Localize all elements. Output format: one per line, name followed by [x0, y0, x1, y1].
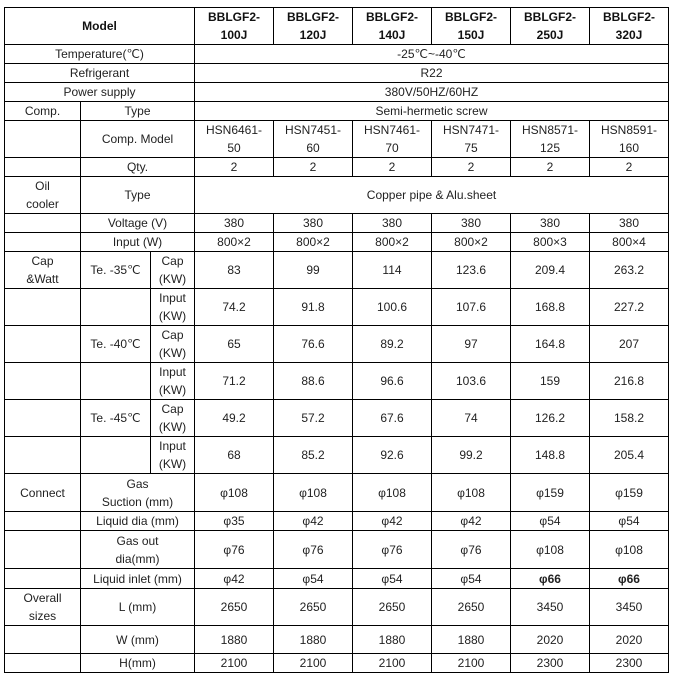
gas-out-3: φ76: [353, 531, 432, 569]
empty-cell: [5, 569, 81, 589]
model-col-1: BBLGF2- 100J: [195, 8, 274, 45]
gas-out-row: [5, 531, 669, 569]
model-header: Model: [5, 8, 195, 45]
voltage-5: 380: [511, 214, 590, 233]
cap-40-2: 76.6: [274, 326, 353, 363]
gas-suction-6: φ159: [590, 474, 669, 512]
cap-40-3: 89.2: [353, 326, 432, 363]
oil-cooler-type-row: [5, 177, 669, 214]
cap-40-6: 207: [590, 326, 669, 363]
liquid-dia-5: φ54: [511, 512, 590, 531]
input-35-1: 74.2: [195, 289, 274, 326]
empty-cell: [5, 654, 81, 673]
oil-cooler-voltage-label: Voltage (V): [81, 214, 195, 233]
liquid-inlet-1: φ42: [195, 569, 274, 589]
cap-45-row: [5, 400, 669, 437]
voltage-1: 380: [195, 214, 274, 233]
gas-suction-5: φ159: [511, 474, 590, 512]
comp-qty-1: 2: [195, 158, 274, 177]
oil-input-4: 800×2: [432, 233, 511, 252]
empty-cell: [5, 626, 81, 654]
temperature-value: -25℃~-40℃: [195, 45, 669, 64]
length-label: L (mm): [81, 589, 195, 626]
comp-model-2: HSN7451- 60: [274, 121, 353, 158]
gas-suction-4: φ108: [432, 474, 511, 512]
model-col-4: BBLGF2- 150J: [432, 8, 511, 45]
empty-cell: [5, 121, 81, 158]
width-2: 1880: [274, 626, 353, 654]
comp-type-value: Semi-hermetic screw: [195, 102, 669, 121]
length-2: 2650: [274, 589, 353, 626]
height-2: 2100: [274, 654, 353, 673]
comp-model-3: HSN7461- 70: [353, 121, 432, 158]
oil-input-5: 800×3: [511, 233, 590, 252]
input-40-3: 96.6: [353, 363, 432, 400]
gas-out-label: Gas out dia(mm): [81, 531, 195, 569]
oil-input-3: 800×2: [353, 233, 432, 252]
height-6: 2300: [590, 654, 669, 673]
comp-model-6: HSN8591- 160: [590, 121, 669, 158]
liquid-dia-label: Liquid dia (mm): [81, 512, 195, 531]
cap-40-row: [5, 326, 669, 363]
cap-label: Cap (KW): [151, 252, 195, 289]
empty-cell: [5, 289, 81, 326]
height-1: 2100: [195, 654, 274, 673]
cap-45-1: 49.2: [195, 400, 274, 437]
cap-35-1: 83: [195, 252, 274, 289]
input-45-1: 68: [195, 437, 274, 474]
model-col-2: BBLGF2- 120J: [274, 8, 353, 45]
comp-type-label: Type: [81, 102, 195, 121]
oil-input-6: 800×4: [590, 233, 669, 252]
comp-model-4: HSN7471- 75: [432, 121, 511, 158]
input-45-5: 148.8: [511, 437, 590, 474]
input-label: Input (KW): [151, 437, 195, 474]
liquid-dia-row: [5, 512, 669, 531]
model-col-6: BBLGF2- 320J: [590, 8, 669, 45]
oil-input-1: 800×2: [195, 233, 274, 252]
oil-cooler-type-value: Copper pipe & Alu.sheet: [195, 177, 669, 214]
input-45-row: [5, 437, 669, 474]
comp-model-5: HSN8571- 125: [511, 121, 590, 158]
voltage-3: 380: [353, 214, 432, 233]
liquid-dia-4: φ42: [432, 512, 511, 531]
width-6: 2020: [590, 626, 669, 654]
model-col-3: BBLGF2- 140J: [353, 8, 432, 45]
comp-qty-4: 2: [432, 158, 511, 177]
spec-table: [4, 7, 669, 673]
comp-type-row: [5, 102, 669, 121]
height-3: 2100: [353, 654, 432, 673]
empty-cell: [5, 363, 81, 400]
gas-suction-2: φ108: [274, 474, 353, 512]
temperature-row: [5, 45, 669, 64]
gas-out-2: φ76: [274, 531, 353, 569]
cap-40-4: 97: [432, 326, 511, 363]
liquid-inlet-6: φ66: [590, 569, 669, 589]
input-40-row: [5, 363, 669, 400]
input-40-1: 71.2: [195, 363, 274, 400]
cap-watt-group-label: Cap &Watt: [5, 252, 81, 289]
gas-suction-1: φ108: [195, 474, 274, 512]
height-5: 2300: [511, 654, 590, 673]
width-3: 1880: [353, 626, 432, 654]
empty-cell: [5, 400, 81, 437]
cap-35-3: 114: [353, 252, 432, 289]
comp-model-row: [5, 121, 669, 158]
liquid-inlet-4: φ54: [432, 569, 511, 589]
gas-out-6: φ108: [590, 531, 669, 569]
header-row: [5, 8, 669, 45]
temp-45-label: Te. -45℃: [81, 400, 151, 437]
comp-qty-label: Qty.: [81, 158, 195, 177]
height-label: H(mm): [81, 654, 195, 673]
input-35-row: [5, 289, 669, 326]
comp-model-label: Comp. Model: [81, 121, 195, 158]
power-supply-value: 380V/50HZ/60HZ: [195, 83, 669, 102]
empty-cell: [5, 214, 81, 233]
temp-35-label: Te. -35℃: [81, 252, 151, 289]
liquid-inlet-3: φ54: [353, 569, 432, 589]
refrigerant-row: [5, 64, 669, 83]
width-4: 1880: [432, 626, 511, 654]
empty-cell: [5, 233, 81, 252]
comp-qty-5: 2: [511, 158, 590, 177]
voltage-2: 380: [274, 214, 353, 233]
oil-cooler-input-row: [5, 233, 669, 252]
cap-45-4: 74: [432, 400, 511, 437]
refrigerant-label: Refrigerant: [5, 64, 195, 83]
width-label: W (mm): [81, 626, 195, 654]
empty-cell: [81, 437, 151, 474]
comp-qty-2: 2: [274, 158, 353, 177]
length-5: 3450: [511, 589, 590, 626]
cap-35-4: 123.6: [432, 252, 511, 289]
oil-cooler-input-label: Input (W): [81, 233, 195, 252]
input-35-4: 107.6: [432, 289, 511, 326]
connect-group-label: Connect: [5, 474, 81, 512]
cap-45-6: 158.2: [590, 400, 669, 437]
power-supply-label: Power supply: [5, 83, 195, 102]
oil-cooler-voltage-row: [5, 214, 669, 233]
empty-cell: [81, 363, 151, 400]
cap-45-5: 126.2: [511, 400, 590, 437]
comp-group-label: Comp.: [5, 102, 81, 121]
cap-35-6: 263.2: [590, 252, 669, 289]
cap-label: Cap (KW): [151, 400, 195, 437]
liquid-dia-6: φ54: [590, 512, 669, 531]
height-4: 2100: [432, 654, 511, 673]
cap-35-2: 99: [274, 252, 353, 289]
input-label: Input (KW): [151, 289, 195, 326]
gas-suction-row: [5, 474, 669, 512]
oil-cooler-group-label: Oil cooler: [5, 177, 81, 214]
voltage-4: 380: [432, 214, 511, 233]
voltage-6: 380: [590, 214, 669, 233]
input-label: Input (KW): [151, 363, 195, 400]
length-row: [5, 589, 669, 626]
empty-cell: [81, 289, 151, 326]
empty-cell: [5, 531, 81, 569]
gas-out-4: φ76: [432, 531, 511, 569]
cap-40-5: 164.8: [511, 326, 590, 363]
liquid-inlet-2: φ54: [274, 569, 353, 589]
comp-qty-row: [5, 158, 669, 177]
comp-qty-3: 2: [353, 158, 432, 177]
temperature-label: Temperature(℃): [5, 45, 195, 64]
empty-cell: [5, 158, 81, 177]
temp-40-label: Te. -40℃: [81, 326, 151, 363]
width-5: 2020: [511, 626, 590, 654]
width-row: [5, 626, 669, 654]
sizes-group-label: Overall sizes: [5, 589, 81, 626]
empty-cell: [5, 512, 81, 531]
input-40-2: 88.6: [274, 363, 353, 400]
oil-input-2: 800×2: [274, 233, 353, 252]
comp-qty-6: 2: [590, 158, 669, 177]
input-45-2: 85.2: [274, 437, 353, 474]
gas-out-5: φ108: [511, 531, 590, 569]
input-35-5: 168.8: [511, 289, 590, 326]
liquid-dia-3: φ42: [353, 512, 432, 531]
oil-cooler-type-label: Type: [81, 177, 195, 214]
model-col-5: BBLGF2- 250J: [511, 8, 590, 45]
comp-model-1: HSN6461- 50: [195, 121, 274, 158]
empty-cell: [5, 437, 81, 474]
length-3: 2650: [353, 589, 432, 626]
liquid-inlet-label: Liquid inlet (mm): [81, 569, 195, 589]
refrigerant-value: R22: [195, 64, 669, 83]
power-supply-row: [5, 83, 669, 102]
input-40-5: 159: [511, 363, 590, 400]
height-row: [5, 654, 669, 673]
input-45-6: 205.4: [590, 437, 669, 474]
empty-cell: [5, 326, 81, 363]
liquid-inlet-5: φ66: [511, 569, 590, 589]
cap-35-row: [5, 252, 669, 289]
gas-suction-3: φ108: [353, 474, 432, 512]
input-40-6: 216.8: [590, 363, 669, 400]
cap-label: Cap (KW): [151, 326, 195, 363]
liquid-dia-1: φ35: [195, 512, 274, 531]
input-35-6: 227.2: [590, 289, 669, 326]
length-6: 3450: [590, 589, 669, 626]
length-4: 2650: [432, 589, 511, 626]
cap-40-1: 65: [195, 326, 274, 363]
cap-45-2: 57.2: [274, 400, 353, 437]
input-45-3: 92.6: [353, 437, 432, 474]
input-40-4: 103.6: [432, 363, 511, 400]
input-45-4: 99.2: [432, 437, 511, 474]
width-1: 1880: [195, 626, 274, 654]
input-35-3: 100.6: [353, 289, 432, 326]
gas-suction-label: Gas Suction (mm): [81, 474, 195, 512]
liquid-inlet-row: [5, 569, 669, 589]
gas-out-1: φ76: [195, 531, 274, 569]
liquid-dia-2: φ42: [274, 512, 353, 531]
input-35-2: 91.8: [274, 289, 353, 326]
length-1: 2650: [195, 589, 274, 626]
cap-35-5: 209.4: [511, 252, 590, 289]
cap-45-3: 67.6: [353, 400, 432, 437]
